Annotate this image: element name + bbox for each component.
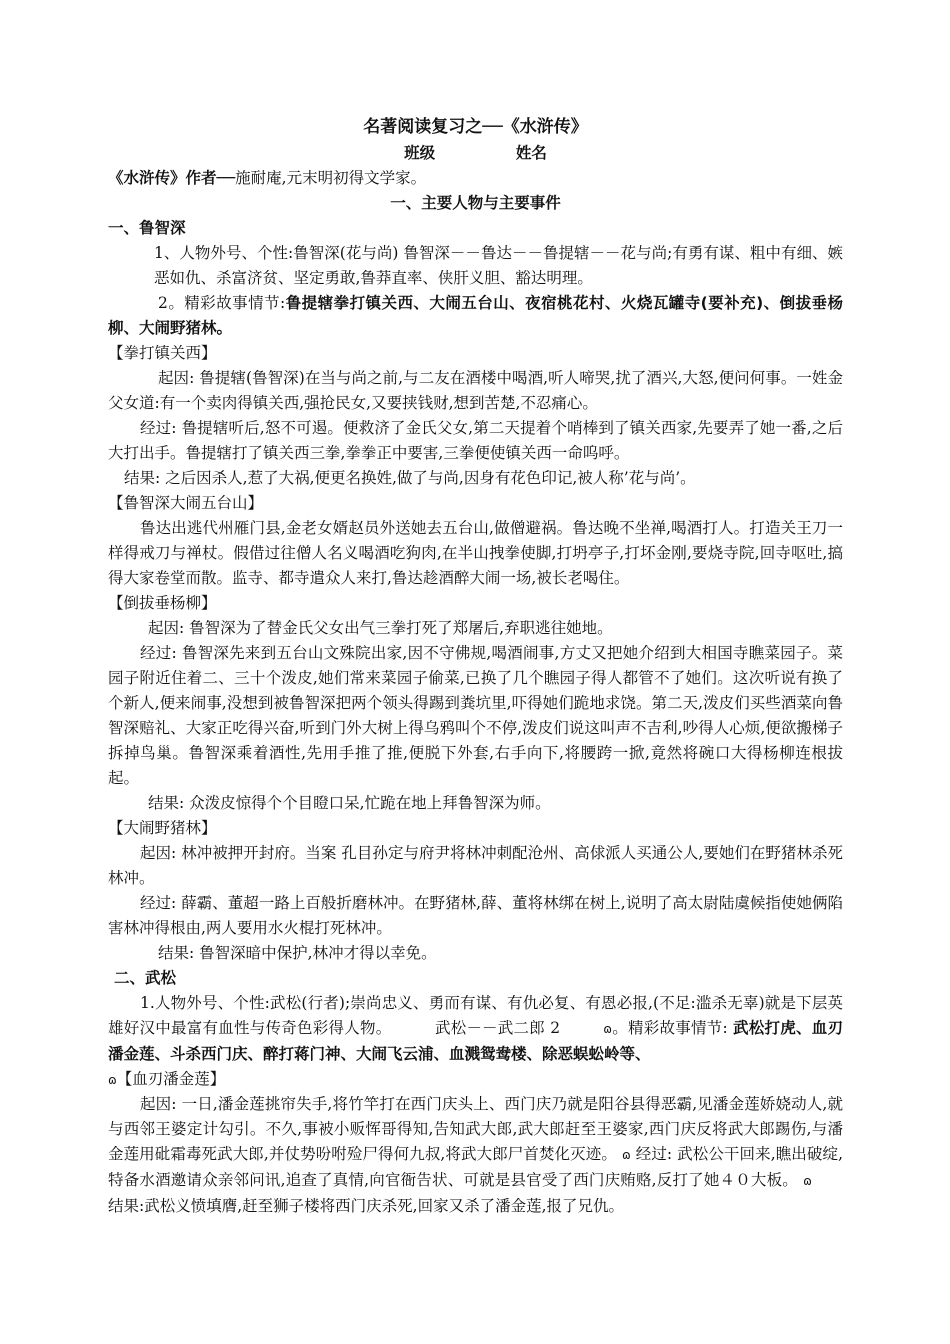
lu-section4-cause: 起因: 林冲被押开封府。当案 孔目孙定与府尹将林冲刺配沧州、高俅派人买通公人,要她们在野猪林杀死林冲。 [108,844,843,887]
lu-character-text: 1、人物外号、个性:鲁智深(花与尚) 鲁智深－－鲁达－－鲁提辖－－花与尚;有勇有谋、粗中有细、嫉恶如仇、杀富济贫、坚定勇敢,鲁莽直率、侠肝义胆、豁达明理。 [154,244,843,287]
lu-section2-title: 【鲁智深大闹五台山】 [108,494,264,512]
lu-section3-process: 经过: 鲁智深先来到五台山文殊院出家,因不守佛规,喝酒闹事,方丈又把她介绍到大相国寺瞧菜园子。菜园子附近住着二、三十个泼皮,她们常来菜园子偷菜,已换了几个瞧园子得人都管不了她们。这次听说有换了个新人,便来闹事,没想到被鲁智深把两个领头得踢到粪坑里,吓得她们跪地求饶。第二天,泼皮们买些酒菜向鲁智深赔礼、大家正吃得兴奋,听到门外大树上得乌鸦叫个不停,泼皮们说这叫声不吉利,吵得人心烦,便欲搬梯子拆掉鸟巢。鲁智深乘着酒性,先用手推了推,便脱下外套,右手向下,将腰跨一掀,竟然将碗口大得杨柳连根拔起。 [108,644,843,787]
bullet-symbol-icon: ɷ [108,1073,117,1087]
bullet-symbol-icon: ɷ [803,1174,812,1188]
lu-section3-cause: 起因: 鲁智深为了替金氏父女出气三拳打死了郑屠后,弃职逃往她地。 [148,619,613,637]
wu-story-list: 武松打虎、血刃潘金莲、斗杀西门庆、醉打蒋门神、大闹飞云浦、血溅鸳鸯楼、除恶蜈蚣岭等、 [108,1019,843,1063]
lu-section3-title: 【倒拔垂杨柳】 [108,594,217,612]
wu-section1-cause [108,1092,843,1219]
wu-section1-process-text: 经过: 武松公干回来,瞧出破绽,特备水酒邀请众亲邻问讯,追查了真情,向官衙告状、可就是县官受了西门庆贿赂,反打了她４０大板。 [108,1145,843,1189]
lu-section4-process: 经过: 薛霸、董超一路上百般折磨林冲。在野猪林,薛、董将林绑在树上,说明了高太尉陆虞候指使她俩陷害林冲得根由,两人要用水火棍打死林冲。 [108,894,843,937]
lu-section1-title: 【拳打镇关西】 [108,344,217,362]
wu-character-text: 1.人物外号、个性:武松(行者);崇尚忠义、勇而有谋、有仇必复、有恩必报,(不足:滥杀无辜) [140,994,765,1012]
class-name-line [108,141,843,166]
lu-section4-result: 结果: 鲁智深暗中保护,林冲才得以幸免。 [158,944,437,962]
wu-nickname: 武松－－武二郎 2 [434,1019,561,1037]
wu-section1-title: 【血刃潘金莲】 [116,1070,226,1088]
lu-section2-body: 鲁达出逃代州雁门县,金老女婿赵员外送她去五台山,做僧避祸。鲁达晚不坐禅,喝酒打人。打造关王刀一样得戒刀与禅杖。假借过往僧人名义喝酒吃狗肉,在半山拽拳使脚,打坍亭子,打坏金刚,要烧寺院,回寺呕吐,搞得大家卷堂而散。监寺、都寺遣众人来打,鲁达趁酒醉大闹一场,被长老喝住。 [108,519,843,587]
bullet-symbol-icon: ɷ [603,1022,612,1036]
lu-section3-result: 结果: 众泼皮惊得个个目瞪口呆,忙跪在地上拜鲁智深为师。 [148,794,551,812]
wu-heading: 二、武松 [114,969,177,987]
lu-section4-title: 【大闹野猪林】 [108,819,217,837]
wu-section1-title-line [108,1067,843,1092]
lu-section1-result: 结果: 之后因杀人,惹了大祸,便更名换姓,做了与尚,因身有花色印记,被人称’花与尚’。 [124,469,696,487]
class-label: 班级 [404,144,436,162]
lu-story-prefix: 2。精彩故事情节: [158,294,286,312]
lu-section1-process: 经过: 鲁提辖听后,怒不可遏。便救济了金氏父女,第二天提着个哨棒到了镇关西家,先要弄了她一番,之后大打出手。鲁提辖打了镇关西三拳,拳拳正中要害,三拳便使镇关西一命呜呼。 [108,419,843,462]
name-label: 姓名 [515,144,547,162]
lu-story-list: 鲁提辖拳打镇关西、大闹五台山、夜宿桃花村、火烧瓦罐寺(要补充)、倒拔垂杨柳、大闹野猪林。 [108,294,843,337]
document-page [108,110,843,1219]
author-label: 《水浒传》作者── [108,169,236,187]
lu-section1-cause: 起因: 鲁提辖(鲁智深)在当与尚之前,与二友在酒楼中喝酒,听人啼哭,扰了酒兴,大怒,便问何事。一姓金父女道:有一个卖肉得镇关西,强抢民女,又要挟钱财,想到苦楚,不忍痛心。 [108,369,843,412]
bullet-symbol-icon: ɷ [621,1148,631,1162]
author-line [108,166,843,191]
wu-story-prefix: 。精彩故事情节: [612,1019,728,1037]
document-title: 名著阅读复习之──《水浒传》 [363,117,588,137]
wu-section1-result-text: 结果:武松义愤填膺,赶至狮子楼将西门庆杀死,回家又杀了潘金莲,报了兄仇。 [108,1197,625,1215]
section-heading: 一、主要人物与主要事件 [390,194,561,212]
lu-heading: 一、鲁智深 [108,219,186,237]
wu-character-paragraph [108,991,843,1067]
wu-character-text-2: 就是下层英雄好汉中最富有血性与传奇色彩得人物。 [108,994,843,1037]
lu-character-paragraph [108,241,843,291]
author-text: 施耐庵,元末明初得文学家。 [235,169,427,187]
lu-story-paragraph [108,291,843,341]
wu-section1-cause-text: 起因: 一日,潘金莲挑帘失手,将竹竿打在西门庆头上、西门庆乃就是阳谷县得恶霸,见潘金莲娇娆动人,就与西邻王婆定计勾引。不久,事被小贩恽哥得知,告知武大郎,武大郎赶至王婆家,西门庆反将武大郎踢伤,与潘金莲用砒霜毒死武大郎,并仗势吩咐殓尸得何九叔,将武大郎尸首焚化灭迹。 [108,1095,843,1163]
